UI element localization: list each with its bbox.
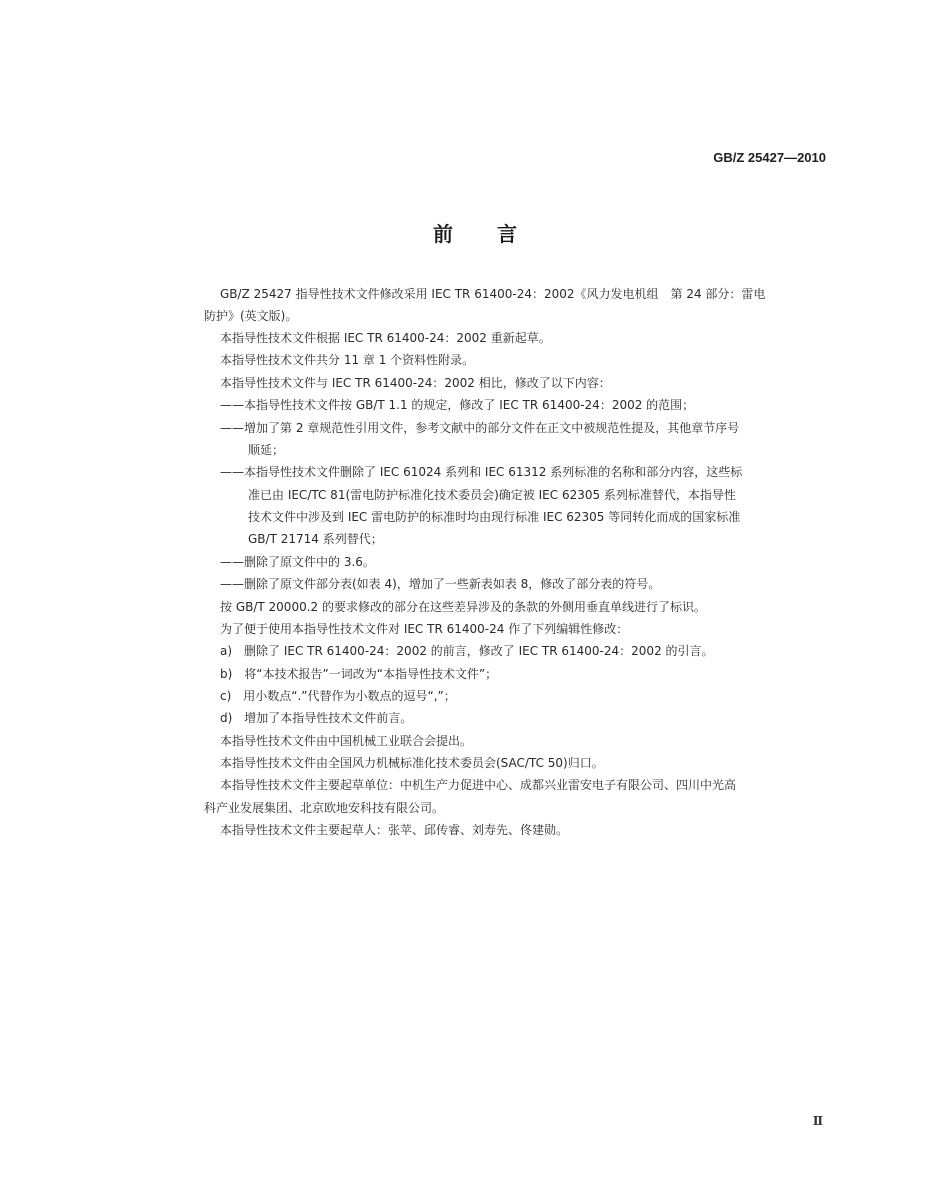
- paragraph-line: 本指导性技术文件共分 11 章 1 个资料性附录。: [220, 353, 475, 367]
- paragraph-line: 防护》(英文版)。: [204, 309, 298, 323]
- list-item: a) 删除了 IEC TR 61400-24：2002 的前言，修改了 IEC TR 61400-24：2002 的引言。: [220, 644, 714, 658]
- list-item-continuation: GB/T 21714 系列替代；: [248, 532, 383, 546]
- page-number: Ⅱ: [812, 1114, 823, 1128]
- list-item: ——删除了原文件中的 3.6。: [220, 555, 375, 569]
- paragraph-line: 为了便于使用本指导性技术文件对 IEC TR 61400-24 作了下列编辑性修改：: [220, 622, 629, 636]
- list-item: ——本指导性技术文件按 GB/T 1.1 的规定，修改了 IEC TR 61400-24：2002 的范围；: [220, 398, 695, 412]
- paragraph-line: 按 GB/T 20000.2 的要求修改的部分在这些差异涉及的条款的外侧用垂直单线进行了标识。: [220, 600, 706, 614]
- paragraph-line: 本指导性技术文件根据 IEC TR 61400-24：2002 重新起草。: [220, 331, 551, 345]
- list-item: c) 用小数点“.”代替作为小数点的逗号“,”；: [220, 689, 456, 703]
- list-item: ——本指导性技术文件删除了 IEC 61024 系列和 IEC 61312 系列标准的名称和部分内容，这些标: [220, 465, 743, 479]
- list-item-continuation: 准已由 IEC/TC 81(雷电防护标准化技术委员会)确定被 IEC 62305 系列标准替代，本指导性: [248, 488, 736, 502]
- document-code: GB/Z 25427—2010: [713, 150, 826, 165]
- list-item: b) 将“本技术报告”一词改为“本指导性技术文件”；: [220, 667, 498, 681]
- paragraph-line: 科产业发展集团、北京欧地安科技有限公司。: [204, 801, 445, 815]
- list-item-continuation: 技术文件中涉及到 IEC 雷电防护的标准时均由现行标准 IEC 62305 等同转化而成的国家标准: [248, 510, 741, 524]
- paragraph-line: 本指导性技术文件与 IEC TR 61400-24：2002 相比，修改了以下内容：: [220, 376, 611, 390]
- paragraph-line: GB/Z 25427 指导性技术文件修改采用 IEC TR 61400-24：2002《风力发电机组 第 24 部分：雷电: [220, 287, 766, 301]
- paragraph-line: 本指导性技术文件由全国风力机械标准化技术委员会(SAC/TC 50)归口。: [220, 756, 604, 770]
- list-item: ——删除了原文件部分表(如表 4)，增加了一些新表如表 8，修改了部分表的符号。: [220, 577, 661, 591]
- paragraph-line: 本指导性技术文件主要起草单位：中机生产力促进中心、成都兴业雷安电子有限公司、四川中光高: [220, 778, 737, 792]
- paragraph-line: 本指导性技术文件主要起草人：张苹、邱传睿、刘寿先、佟建勋。: [220, 823, 569, 837]
- list-item: d) 增加了本指导性技术文件前言。: [220, 711, 413, 725]
- page-title: 前言: [433, 222, 561, 246]
- list-item: ——增加了第 2 章规范性引用文件，参考文献中的部分文件在正文中被规范性提及，其他章节序号: [220, 421, 740, 435]
- paragraph-line: 本指导性技术文件由中国机械工业联合会提出。: [220, 734, 473, 748]
- list-item-continuation: 顺延；: [248, 443, 285, 457]
